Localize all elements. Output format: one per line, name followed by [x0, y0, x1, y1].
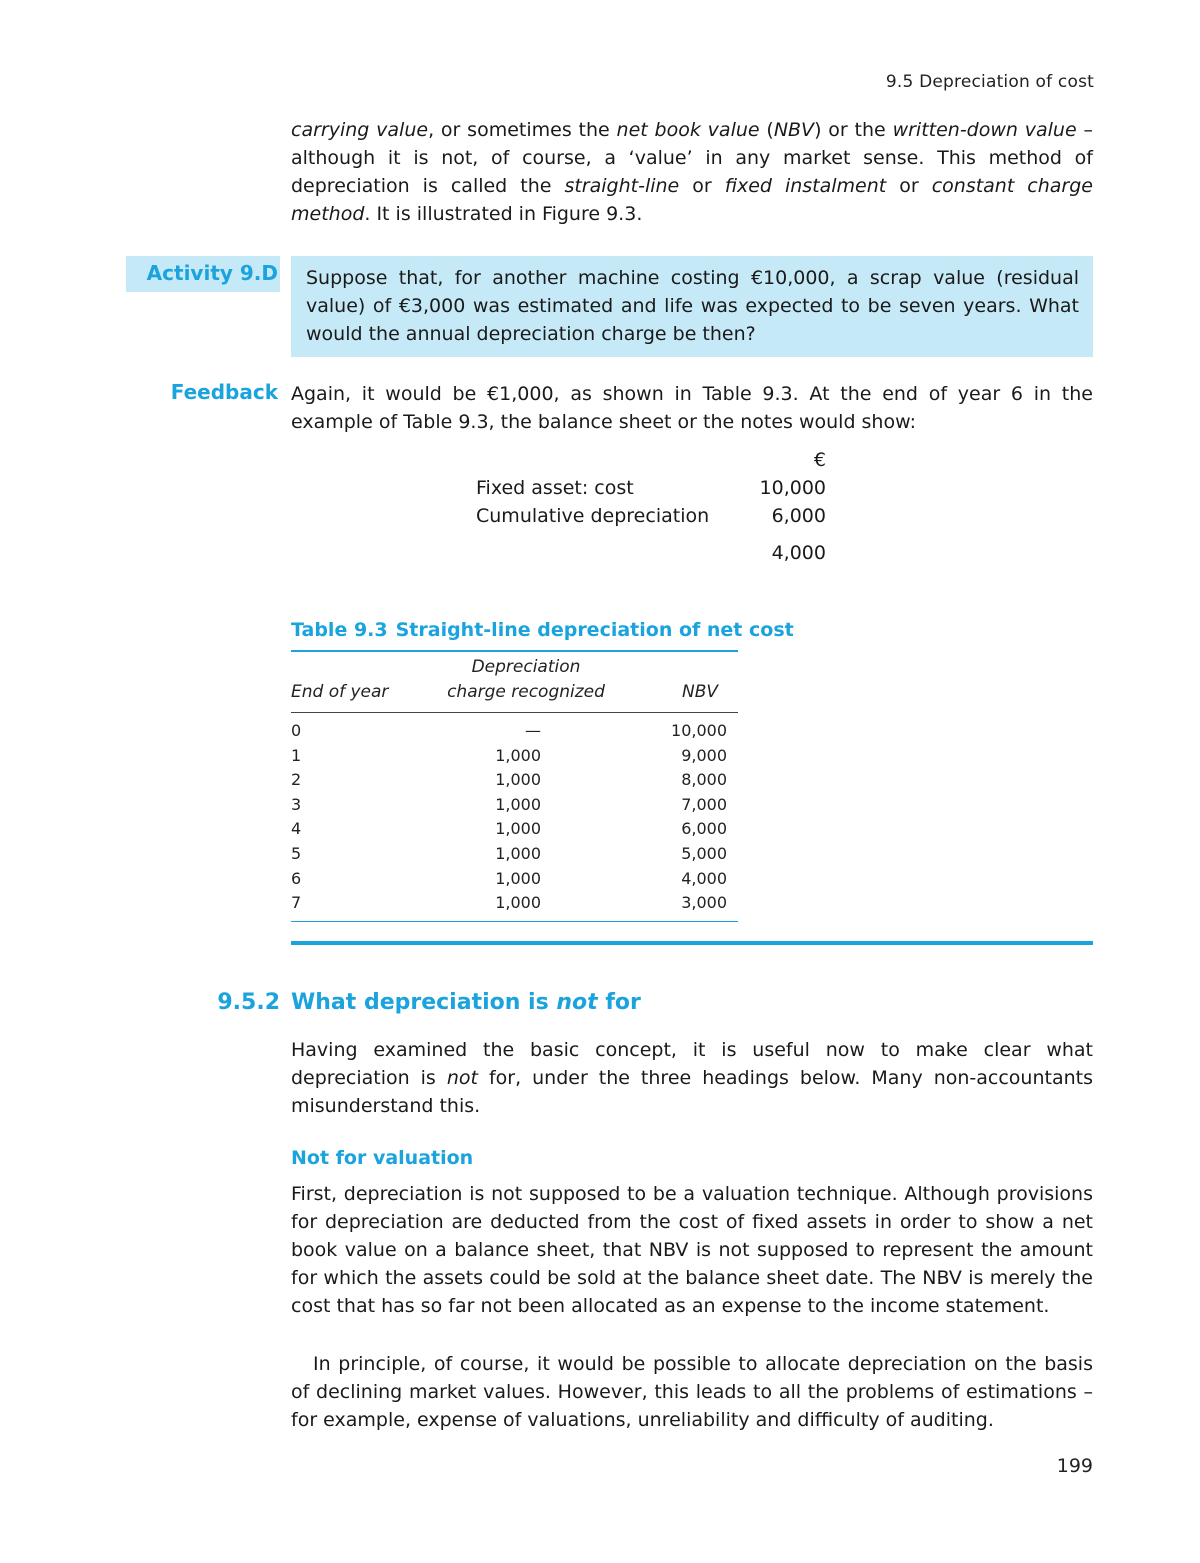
table-cell-nbv: 4,000 [681, 868, 727, 888]
term-written-down-value: written-down value [892, 119, 1077, 141]
table-cell-charge: 1,000 [495, 770, 541, 790]
subsection-heading: Not for valuation [291, 1147, 474, 1169]
table-cell-nbv: 3,000 [681, 893, 727, 913]
intro-paragraph: carrying value, or sometimes the net book value (NBV) or the written-down value – although it is not, of course, a ‘value’ in any market sense. This method of depreciation is called the straight-line or fixed instalment or constant charge method. It is illustrated in Figure 9.3. [291, 119, 1093, 225]
activity-label: Activity 9.D [146, 261, 278, 285]
table-cell-charge: 1,000 [495, 868, 541, 888]
table-header-end-of-year: End of year [291, 682, 389, 702]
table-cell-year: 2 [291, 770, 302, 790]
term-fixed-instalment: fixed instalment [724, 175, 887, 197]
activity-text: Suppose that, for another machine costing €10,000, a scrap value (residual value) of €3,000 was estimated and life was expected to be seven years. What would the annual depreciation charge be then? [306, 267, 1079, 345]
principle-paragraph: In principle, of course, it would be possible to allocate depreciation on the basis of declining market values. However, this leads to all the problems of estimations – for example, expense of valuations, unreliability and difficulty of auditing. [291, 1353, 1093, 1431]
table-caption [291, 619, 794, 641]
table-cell-charge: 1,000 [495, 794, 541, 814]
table-cell-charge: 1,000 [495, 819, 541, 839]
table-cell-nbv: 6,000 [681, 819, 727, 839]
valuation-paragraph: First, depreciation is not supposed to be a valuation technique. Although provisions for depreciation are deducted from the cost of fixed assets in order to show a net book value on a balance sheet, that NBV is not supposed to represent the amount for which the assets could be sold at the balance sheet date. The NBV is merely the cost that has so far not been allocated as an expense to the income statement. [291, 1183, 1093, 1317]
balance-row-label: Fixed asset: cost [476, 477, 634, 499]
section-divider [291, 941, 1093, 945]
table-cell-year: 7 [291, 893, 302, 913]
table-cell-charge: 1,000 [495, 844, 541, 863]
table-row [291, 795, 738, 817]
page-number: 199 [1056, 1455, 1093, 1477]
table-row [291, 893, 738, 915]
table-row [291, 721, 738, 743]
table-cell-year: 1 [291, 745, 302, 765]
section-paragraph: Having examined the basic concept, it is useful now to make clear what depreciation is not for, under the three headings below. Many non-accountants misunderstand this. [291, 1039, 1093, 1117]
table-number: Table 9.3 [291, 619, 388, 641]
term-carrying-value: carrying value [291, 119, 429, 141]
balance-row-value: 6,000 [771, 505, 826, 527]
table-cell-charge: 1,000 [495, 745, 541, 765]
table-header-nbv: NBV [681, 682, 718, 702]
term-straight-line: straight-line [564, 175, 680, 197]
table-cell-year: 5 [291, 844, 302, 863]
term-net-book-value: net book value [616, 119, 760, 141]
section-title: What depreciation is not for [291, 990, 641, 1015]
table-header-rule [291, 712, 738, 713]
table-bottom-rule [291, 921, 738, 922]
table-row [291, 819, 738, 841]
table-header-depreciation: Depreciation [471, 657, 581, 677]
table-cell-nbv: 9,000 [681, 745, 727, 765]
balance-row-label: Cumulative depreciation [476, 505, 710, 527]
table-cell-charge: 1,000 [495, 893, 541, 913]
table-cell-charge: — [525, 721, 541, 740]
table-header-charge-recognized: charge recognized [447, 682, 605, 702]
term-nbv: NBV [773, 119, 815, 141]
table-cell-nbv: 10,000 [671, 721, 727, 740]
table-cell-year: 0 [291, 721, 302, 740]
balance-row-value: 10,000 [759, 477, 826, 499]
table-cell-year: 3 [291, 794, 302, 814]
running-header: 9.5 Depreciation of cost [885, 72, 1094, 92]
table-cell-nbv: 5,000 [681, 844, 727, 863]
balance-row [476, 477, 826, 499]
table-cell-nbv: 8,000 [681, 770, 727, 790]
feedback-text: Again, it would be €1,000, as shown in Table 9.3. At the end of year 6 in the example of Table 9.3, the balance sheet or the notes would show: [291, 383, 1093, 433]
section-number: 9.5.2 [217, 990, 280, 1015]
term-constant-charge-method: constant charge method [291, 175, 1093, 225]
table-cell-year: 4 [291, 819, 302, 839]
balance-currency: € [813, 449, 826, 471]
table-row [291, 746, 738, 768]
feedback-label: Feedback [170, 380, 278, 404]
activity-box [291, 256, 1093, 357]
table-cell-year: 6 [291, 868, 302, 888]
table-row [291, 770, 738, 792]
table-title: Straight-line depreciation of net cost [395, 619, 794, 641]
balance-total: 4,000 [771, 542, 826, 564]
table-row [291, 869, 738, 891]
table-cell-nbv: 7,000 [681, 794, 727, 814]
balance-row [476, 505, 826, 527]
table-row [291, 844, 738, 866]
table-top-rule [291, 650, 738, 652]
